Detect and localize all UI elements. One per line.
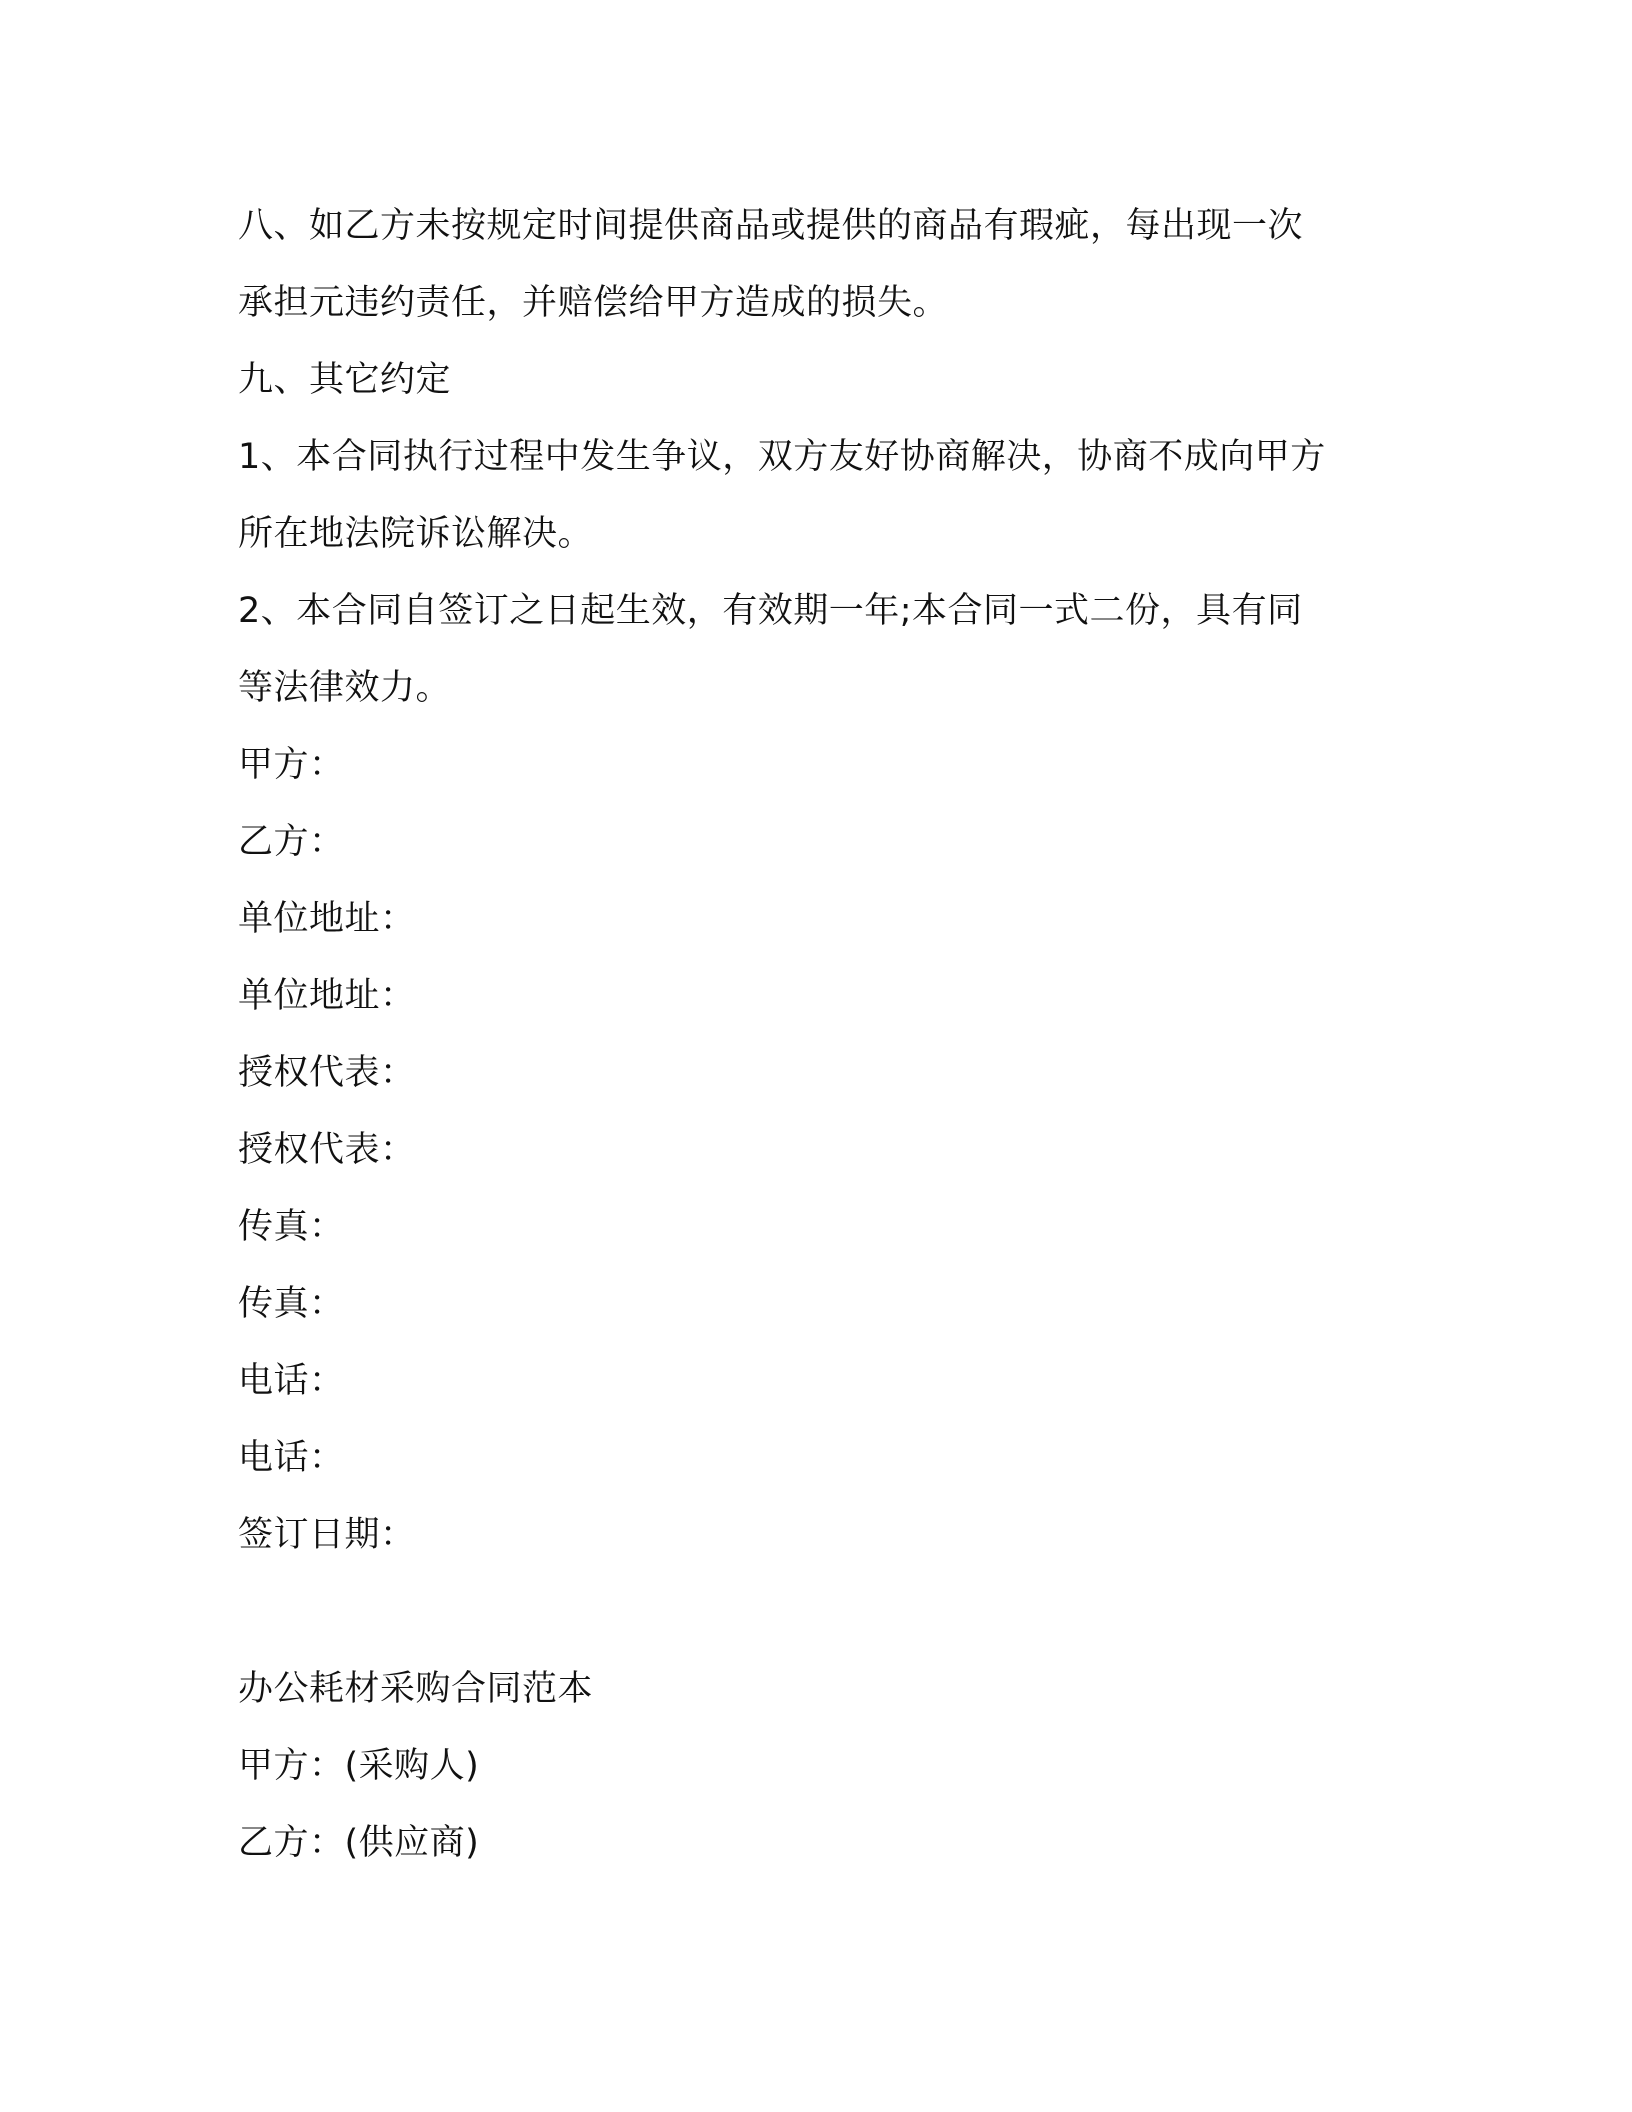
supplier-line: 乙方：(供应商) — [238, 1823, 480, 1863]
clause-9-heading: 九、其它约定 — [238, 360, 452, 400]
section-spacer — [238, 1574, 1398, 1651]
document-body — [238, 188, 1398, 1882]
party-a-label: 甲方： — [238, 745, 345, 785]
clause-8-line-1: 八、如乙方未按规定时间提供商品或提供的商品有瑕疵，每出现一次 — [238, 206, 1304, 246]
fax-label-b: 传真： — [238, 1284, 345, 1324]
phone-label-a: 电话： — [238, 1361, 345, 1401]
representative-label-a: 授权代表： — [238, 1053, 416, 1093]
clause-9-2-line-1: 2、本合同自签订之日起生效，有效期一年;本合同一式二份，具有同 — [238, 591, 1303, 631]
clause-9-1-line-2: 所在地法院诉讼解决。 — [238, 514, 594, 554]
signing-date-label: 签订日期： — [238, 1515, 416, 1555]
clause-8-line-2: 承担元违约责任，并赔偿给甲方造成的损失。 — [238, 283, 949, 323]
section-title: 办公耗材采购合同范本 — [238, 1669, 594, 1709]
address-label-a: 单位地址： — [238, 899, 416, 939]
representative-label-b: 授权代表： — [238, 1130, 416, 1170]
phone-label-b: 电话： — [238, 1438, 345, 1478]
fax-label-a: 传真： — [238, 1207, 345, 1247]
address-label-b: 单位地址： — [238, 976, 416, 1016]
clause-9-2-line-2: 等法律效力。 — [238, 668, 452, 708]
purchaser-line: 甲方：(采购人) — [238, 1746, 480, 1786]
party-b-label: 乙方： — [238, 822, 345, 862]
clause-9-1-line-1: 1、本合同执行过程中发生争议，双方友好协商解决，协商不成向甲方 — [238, 437, 1326, 477]
